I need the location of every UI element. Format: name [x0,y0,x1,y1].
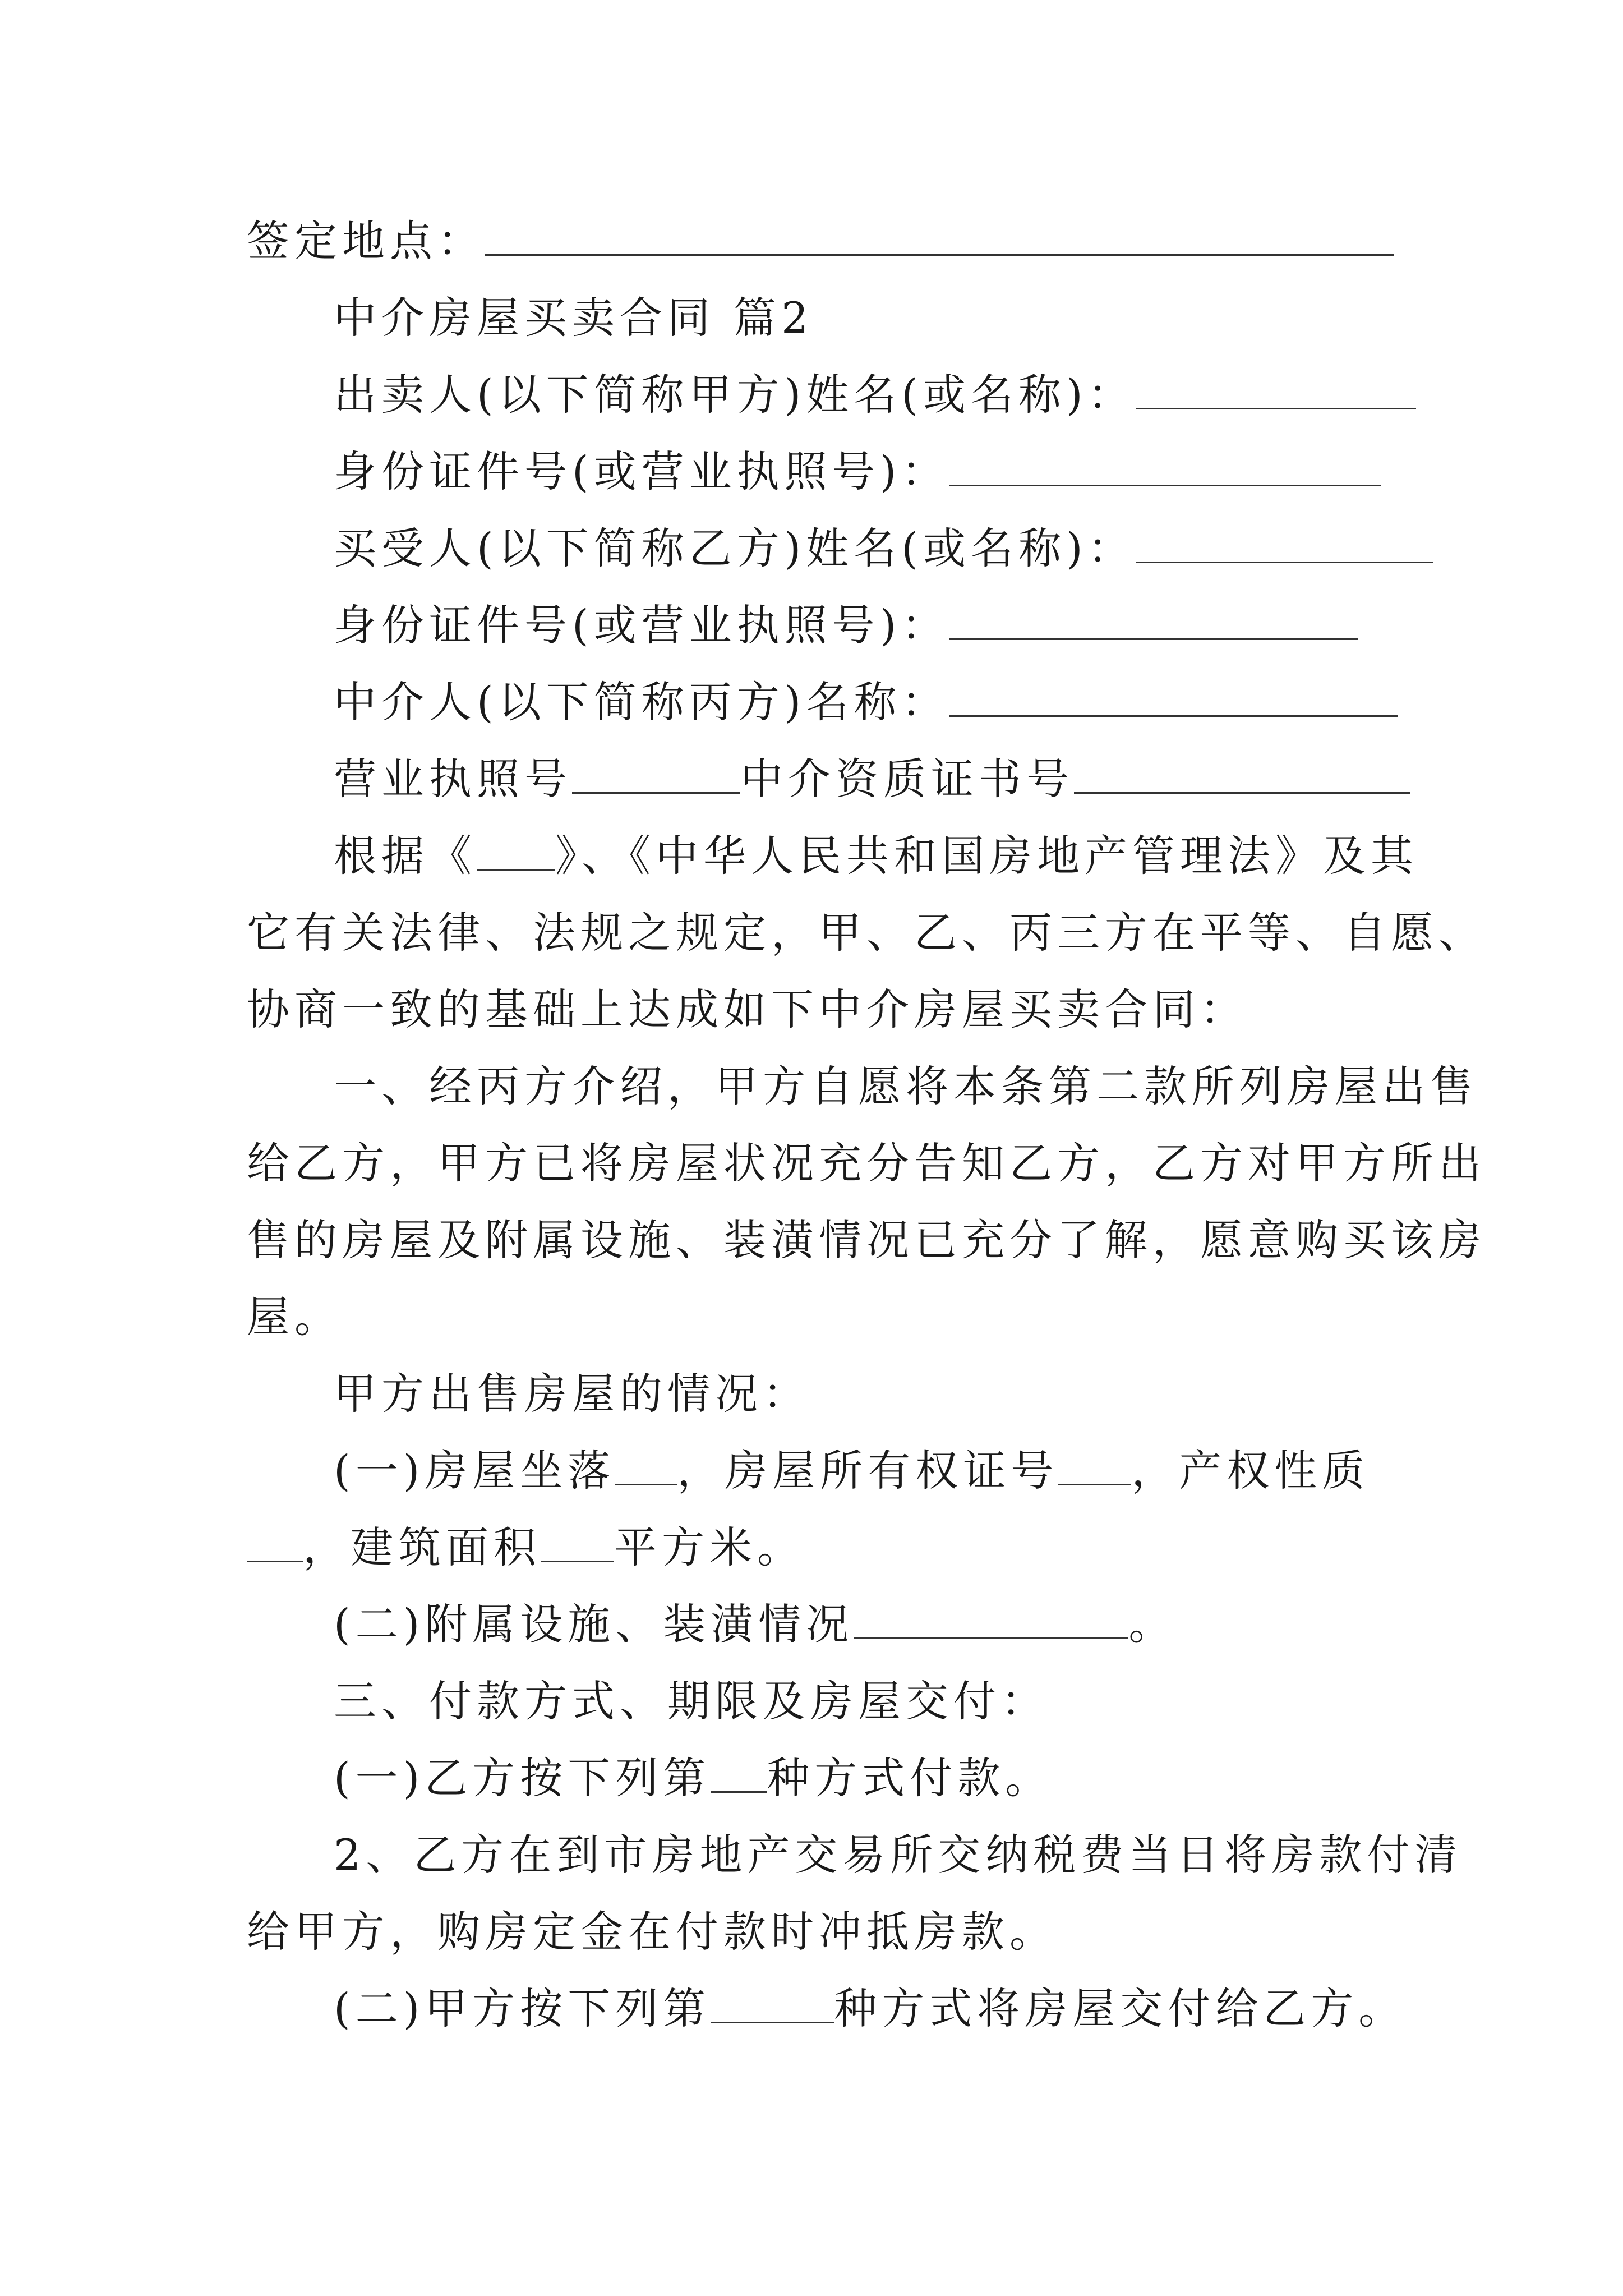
buyer-blank [1136,522,1433,563]
signing-place-label: 签定地点： [247,216,485,266]
item2-line [334,1596,1176,1653]
seller-label: 出卖人(以下简称甲方)姓名(或名称)： [334,370,1136,420]
seller-blank [1136,369,1416,409]
item1-area-unit: 平方米。 [614,1522,805,1572]
item1-line-1 [334,1443,1370,1499]
item2-end: 。 [1128,1599,1177,1649]
article1-line-4 [247,1289,342,1345]
pay2-text-2: 给甲方，购房定金在付款时冲抵房款。 [247,1907,1057,1957]
license-blank [572,753,740,794]
deliver-label: (二)甲方按下列第 [334,1984,711,2033]
facilities-blank [854,1598,1128,1639]
item1-line-2 [247,1520,805,1576]
preamble-text-3: 协商一致的基础上达成如下中介房屋买卖合同： [247,984,1248,1034]
article3-text: 三、付款方式、期限及房屋交付： [334,1676,1049,1726]
article1-text-3: 售的房屋及附属设施、装潢情况已充分了解，愿意购买该房 [247,1215,1486,1265]
payment-method-blank [711,1752,767,1793]
preamble-line-3 [247,982,1248,1038]
article1-text-4: 屋。 [247,1292,342,1342]
buyer-id-blank [949,599,1358,640]
item1-certificate-label: ，房屋所有权证号 [677,1446,1059,1496]
area-blank [541,1521,614,1562]
article1-line-2 [247,1135,1486,1191]
seller-id-line [334,444,1381,500]
pay1-end: 种方式付款。 [767,1753,1053,1803]
preamble-line-2 [247,905,1486,961]
qualification-blank [1074,753,1410,794]
item2-label: (二)附属设施、装潢情况 [334,1599,854,1649]
seller-line [334,367,1416,423]
preamble-text-a: 根据《 [334,831,477,881]
preamble-text-2: 它有关法律、法规之规定，甲、乙、丙三方在平等、自愿、 [247,908,1486,958]
article1-line-3 [247,1212,1486,1268]
contract-title-text: 中介房屋买卖合同 篇2 [334,293,814,343]
buyer-id-label: 身份证件号(或营业执照号)： [334,600,949,650]
certificate-blank [1058,1444,1131,1485]
deliver-line [334,1981,1406,2037]
pay1-label: (一)乙方按下列第 [334,1753,711,1803]
location-blank [615,1444,677,1485]
article3-line [334,1673,1049,1729]
article1-line-1 [334,1059,1478,1115]
pay2-text-1: 2、乙方在到市房地产交易所交纳税费当日将房款付清 [334,1830,1463,1880]
pay2-line-1 [334,1827,1462,1883]
item1-area-label: ，建筑面积 [303,1522,541,1572]
house-status-text: 甲方出售房屋的情况： [334,1369,810,1419]
law-name-blank [477,830,555,871]
qualification-label: 中介资质证书号 [740,754,1074,804]
delivery-method-blank [711,1982,834,2023]
article1-text-2: 给乙方，甲方已将房屋状况充分告知乙方，乙方对甲方所出 [247,1138,1486,1188]
preamble-text-b: 》、《中华人民共和国房地产管理法》及其 [555,831,1418,881]
buyer-id-line [334,597,1358,654]
article1-text-1: 一、经丙方介绍，甲方自愿将本条第二款所列房屋出售 [334,1061,1478,1111]
deliver-end: 种方式将房屋交付给乙方。 [834,1984,1407,2033]
license-label: 营业执照号 [334,754,572,804]
item1-location-label: (一)房屋坐落 [334,1446,616,1496]
pay2-line-2 [247,1904,1057,1960]
contract-title [334,290,814,346]
agent-label: 中介人(以下简称丙方)名称： [334,677,949,727]
buyer-line [334,521,1433,577]
seller-id-blank [949,445,1381,486]
pay1-line [334,1750,1053,1806]
agent-line [334,674,1398,730]
signing-place-blank [485,215,1394,256]
house-status-heading [334,1366,810,1422]
seller-id-label: 身份证件号(或营业执照号)： [334,447,949,496]
property-nature-blank [247,1521,303,1562]
license-line [334,751,1410,807]
buyer-label: 买受人(以下简称乙方)姓名(或名称)： [334,523,1136,573]
item1-property-label: ，产权性质 [1131,1446,1370,1496]
preamble-line-1 [334,828,1418,884]
signing-place-line [247,213,1394,269]
agent-blank [949,676,1398,717]
